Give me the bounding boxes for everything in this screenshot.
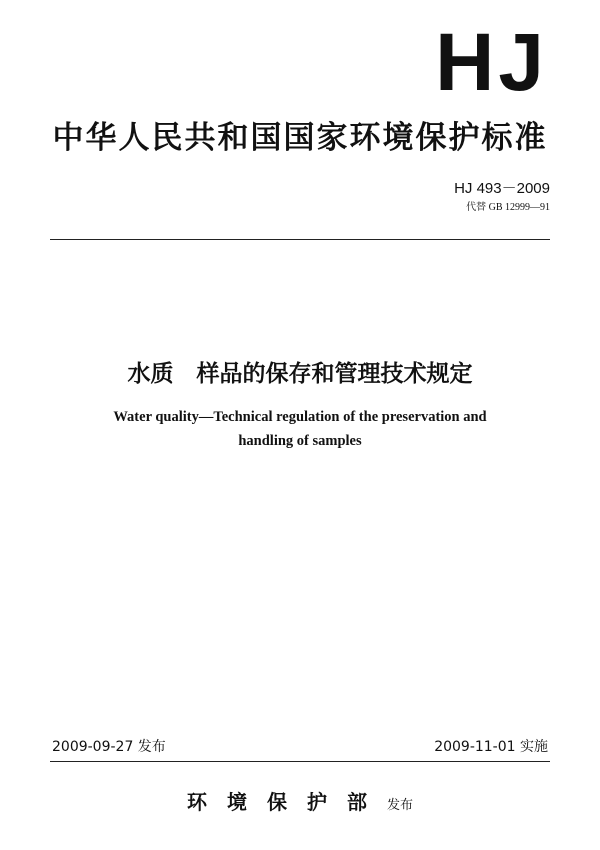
- document-title-chinese: 水质 样品的保存和管理技术规定: [127, 361, 473, 387]
- standard-number: HJ 493－2009: [454, 180, 550, 197]
- issue-date: 2009-09-27 发布: [52, 739, 166, 755]
- issuer-name: 环境保护部: [186, 790, 387, 814]
- hj-logo: HJ: [435, 17, 548, 108]
- organization-title: 中华人民共和国国家环境保护标准: [52, 120, 548, 156]
- bottom-divider: [50, 761, 550, 762]
- top-divider: [50, 239, 550, 240]
- document-title-english: [60, 405, 540, 453]
- english-title-line-2: handling of samples: [238, 433, 362, 449]
- english-title-line-1: Water quality—Technical regulation of the preservation and: [113, 409, 487, 425]
- replaces-standard: 代替 GB 12999—91: [466, 202, 550, 213]
- issuer-suffix: 发布: [386, 798, 413, 813]
- effective-date: 2009-11-01 实施: [434, 739, 548, 755]
- issuer: [0, 786, 600, 815]
